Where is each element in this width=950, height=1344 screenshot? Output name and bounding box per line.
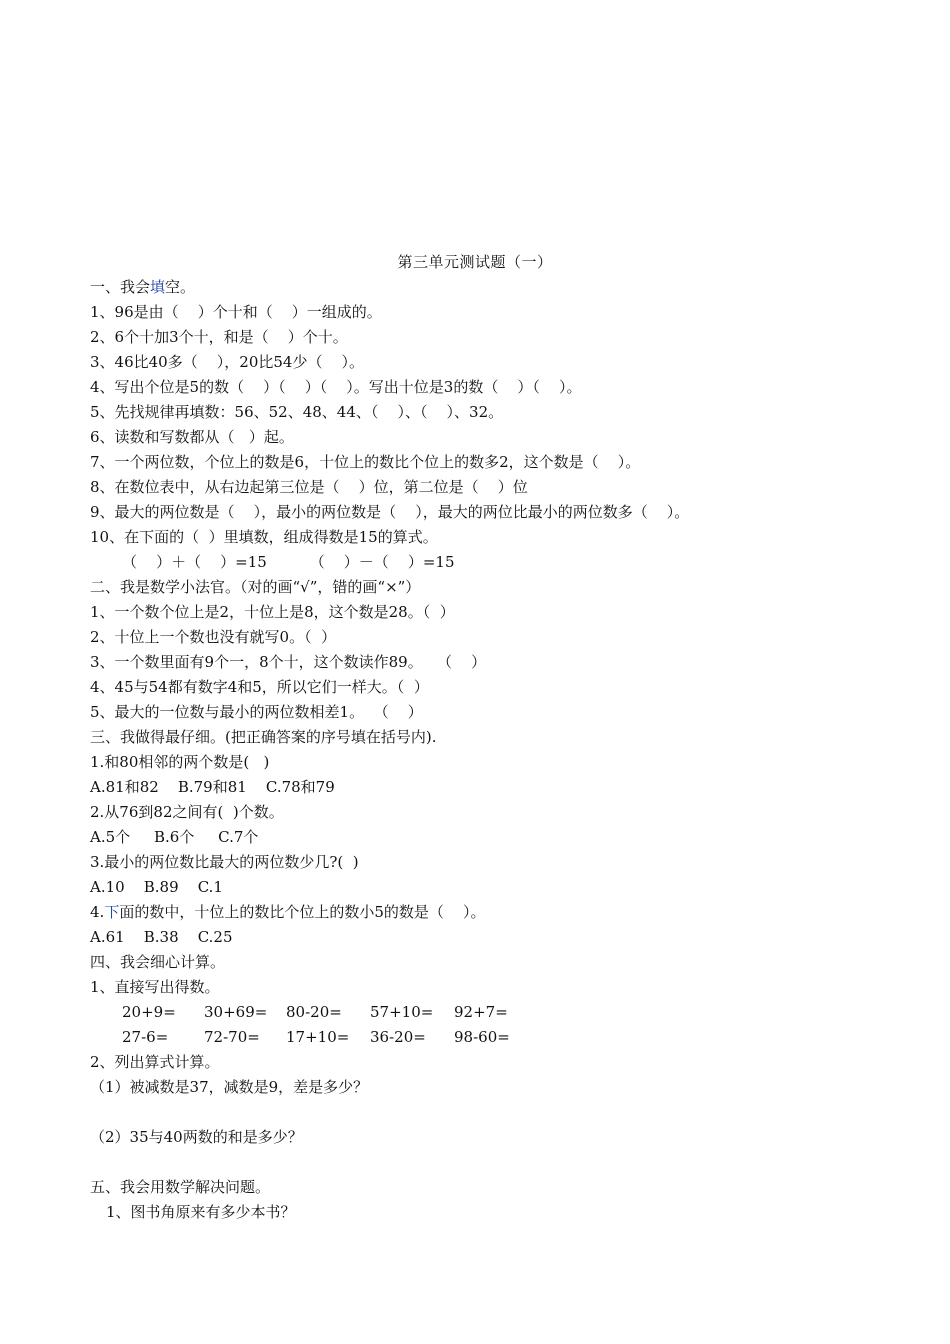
question-1-9: 9、最大的两位数是（ ），最小的两位数是（ ），最大的两位比最小的两位数多（ ）。: [90, 503, 690, 521]
heading-text: 空。: [165, 278, 196, 296]
worksheet-body: [90, 275, 910, 1225]
calc-item: 92+7=: [454, 1003, 508, 1021]
calc-item: 27-6=: [122, 1028, 169, 1046]
section-4-sub-1: 1、直接写出得数。: [90, 978, 220, 996]
calc-item: 20+9=: [122, 1003, 176, 1021]
calc-item: 36-20=: [370, 1028, 426, 1046]
question-3-3: 3.最小的两位数比最大的两位数少几?( ): [90, 853, 359, 871]
question-1-3: 3、46比40多（ ），20比54少（ ）。: [90, 353, 365, 371]
problem-2: （2）35与40两数的和是多少？: [90, 1128, 303, 1146]
section-3-heading: 三、我做得最仔细。(把正确答案的序号填在括号内).: [90, 728, 437, 746]
question-1-7: 7、一个两位数，个位上的数是6，十位上的数比个位上的数多2，这个数是（ ）。: [90, 453, 641, 471]
problem-1: （1）被减数是37，减数是9，差是多少？: [90, 1078, 369, 1096]
question-2-5: 5、最大的一位数与最小的两位数相差1。 （ ）: [90, 703, 423, 721]
question-3-1-options: A.81和82 B.79和81 C.78和79: [90, 778, 335, 796]
question-text: 4.: [90, 903, 105, 921]
question-1-1: 1、96是由（ ）个十和（ ）一组成的。: [90, 303, 382, 321]
question-3-2: 2.从76到82之间有( )个数。: [90, 803, 284, 821]
question-1-5: 5、先找规律再填数：56、52、48、44、（ ）、（ ）、32。: [90, 403, 504, 421]
page-title: 第三单元测试题（一）: [397, 253, 553, 271]
answer-space: [90, 1150, 910, 1175]
answer-space: [90, 1100, 910, 1125]
question-1-6: 6、读数和写数都从（ ）起。: [90, 428, 294, 446]
question-2-4: 4、45与54都有数字4和5，所以它们一样大。（ ）: [90, 678, 429, 696]
section-1-heading: [90, 275, 910, 300]
heading-highlight: 填: [150, 278, 166, 296]
question-1-4: 4、写出个位是5的数（ ）（ ）（ ）。写出十位是3的数（ ）（ ）。: [90, 378, 582, 396]
section-4-heading: 四、我会细心计算。: [90, 953, 226, 971]
question-highlight: 下: [104, 903, 120, 921]
question-2-3: 3、一个数里面有9个一，8个十，这个数读作89。 （ ）: [90, 653, 487, 671]
calc-item: 72-70=: [204, 1028, 260, 1046]
question-3-1: 1.和80相邻的两个数是( ): [90, 753, 270, 771]
calc-item: 30+69=: [204, 1003, 268, 1021]
section-5-heading: 五、我会用数学解决问题。: [90, 1178, 271, 1196]
heading-text: 一、我会: [90, 278, 151, 296]
calc-item: 98-60=: [454, 1028, 510, 1046]
calc-item: 57+10=: [370, 1003, 434, 1021]
question-text: 面的数中，十位上的数比个位上的数小5的数是（ ）。: [119, 903, 486, 921]
question-1-10-equations: （ ）＋（ ）=15 （ ）－（ ）=15: [122, 553, 455, 571]
question-3-2-options: A.5个 B.6个 C.7个: [90, 828, 259, 846]
question-5-1: 1、图书角原来有多少本书？: [106, 1203, 296, 1221]
calc-row-1: [90, 1000, 910, 1025]
question-3-4: [90, 900, 910, 925]
question-3-3-options: A.10 B.89 C.1: [90, 878, 223, 896]
section-2-heading: 二、我是数学小法官。（对的画“√”，错的画“×”）: [90, 578, 421, 596]
calc-row-2: [90, 1025, 910, 1050]
section-4-sub-2: 2、列出算式计算。: [90, 1053, 220, 1071]
question-2-1: 1、一个数个位上是2，十位上是8，这个数是28。（ ）: [90, 603, 455, 621]
question-3-4-options: A.61 B.38 C.25: [90, 928, 233, 946]
question-1-8: 8、在数位表中，从右边起第三位是（ ）位，第二位是（ ）位: [90, 478, 528, 496]
question-1-2: 2、6个十加3个十，和是（ ）个十。: [90, 328, 348, 346]
calc-item: 17+10=: [286, 1028, 350, 1046]
question-2-2: 2、十位上一个数也没有就写0。（ ）: [90, 628, 337, 646]
calc-item: 80-20=: [286, 1003, 342, 1021]
question-1-10: 10、在下面的（ ）里填数，组成得数是15的算式。: [90, 528, 438, 546]
